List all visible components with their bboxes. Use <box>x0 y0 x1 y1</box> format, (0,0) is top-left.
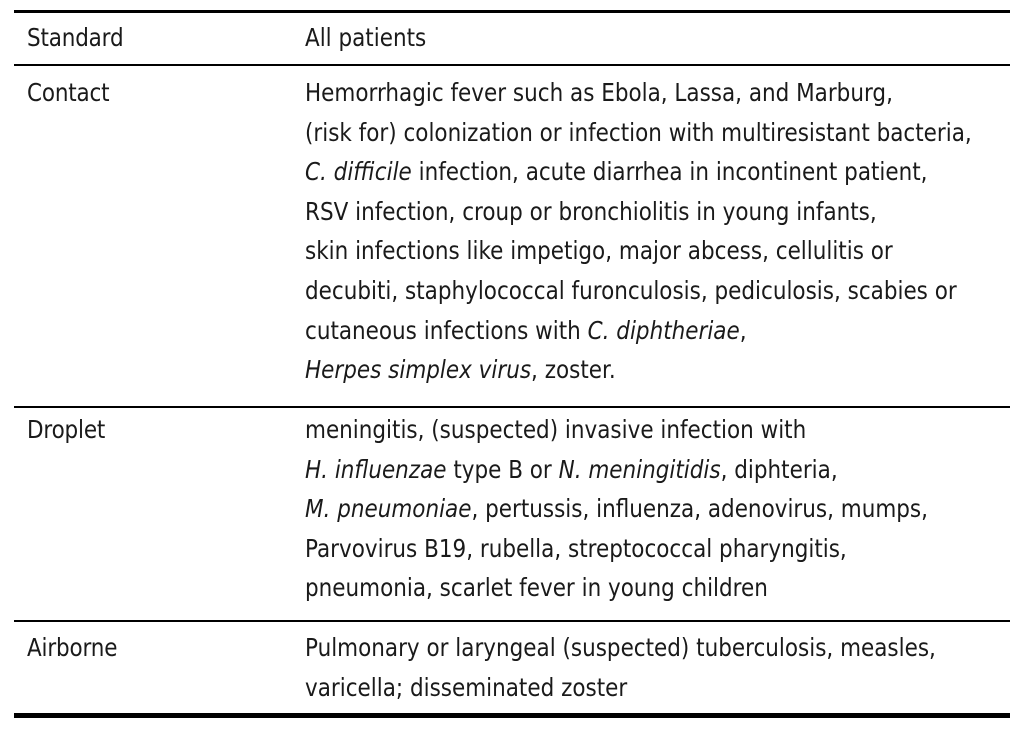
description-line <box>305 628 936 668</box>
description-line <box>305 192 972 232</box>
table-row-airborne <box>14 620 1010 718</box>
description-line <box>305 152 972 192</box>
text-run: meningitis, (suspected) invasive infection with <box>305 415 807 444</box>
text-run: decubiti, staphylococcal furonculosis, pediculosis, scabies or <box>305 275 957 305</box>
text-run: cutaneous infections with <box>305 315 588 345</box>
category-label: Contact <box>27 78 110 107</box>
description-line <box>305 113 972 153</box>
description-line <box>305 450 928 490</box>
row-description <box>305 73 972 390</box>
category-label: Standard <box>27 23 124 52</box>
organism-name: H. influenzae <box>305 454 447 484</box>
description-line <box>305 271 972 311</box>
row-description <box>305 18 426 58</box>
description-line <box>305 311 972 351</box>
organism-name: N. meningitidis <box>558 454 721 484</box>
description-line <box>305 350 972 390</box>
category-label: Airborne <box>27 633 118 662</box>
description-line <box>305 489 928 529</box>
text-run: pneumonia, scarlet fever in young children <box>305 573 768 603</box>
precautions-table <box>14 10 1010 718</box>
organism-name: Herpes simplex virus <box>305 355 532 385</box>
text-run: varicella; disseminated zoster <box>305 672 628 702</box>
text-run: All patients <box>305 23 427 52</box>
organism-name: C. difficile <box>305 157 412 187</box>
row-description <box>305 628 936 707</box>
text-run: , pertussis, influenza, adenovirus, mumps, <box>471 494 928 524</box>
description-line <box>305 668 936 708</box>
text-run: type B or <box>446 454 559 484</box>
text-run: infection, acute diarrhea in incontinent patient, <box>411 157 928 187</box>
text-run: (risk for) colonization or infection with multiresistant bacteria, <box>305 117 972 147</box>
text-run: RSV infection, croup or bronchiolitis in young infants, <box>305 196 877 226</box>
text-run: skin infections like impetigo, major abcess, cellulitis or <box>305 236 893 266</box>
organism-name: M. pneumoniae <box>305 494 472 524</box>
text-run: Parvovirus B19, rubella, streptococcal pharyngitis, <box>305 533 847 563</box>
description-line <box>305 18 426 58</box>
text-run: , diphteria, <box>720 454 838 484</box>
table-row-contact <box>14 64 1010 406</box>
row-description <box>305 410 928 608</box>
description-line <box>305 568 928 608</box>
text-run: Hemorrhagic fever such as Ebola, Lassa, and Marburg, <box>305 78 893 107</box>
organism-name: C. diphtheriae <box>587 315 740 345</box>
description-line <box>305 410 928 450</box>
table-row-standard <box>14 10 1010 64</box>
category-label: Droplet <box>27 415 106 444</box>
description-line <box>305 73 972 113</box>
text-run: Pulmonary or laryngeal (suspected) tuberculosis, measles, <box>305 633 936 662</box>
table-row-droplet <box>14 406 1010 620</box>
description-line <box>305 231 972 271</box>
text-run: , <box>739 315 747 345</box>
text-run: , zoster. <box>531 355 616 385</box>
description-line <box>305 529 928 569</box>
